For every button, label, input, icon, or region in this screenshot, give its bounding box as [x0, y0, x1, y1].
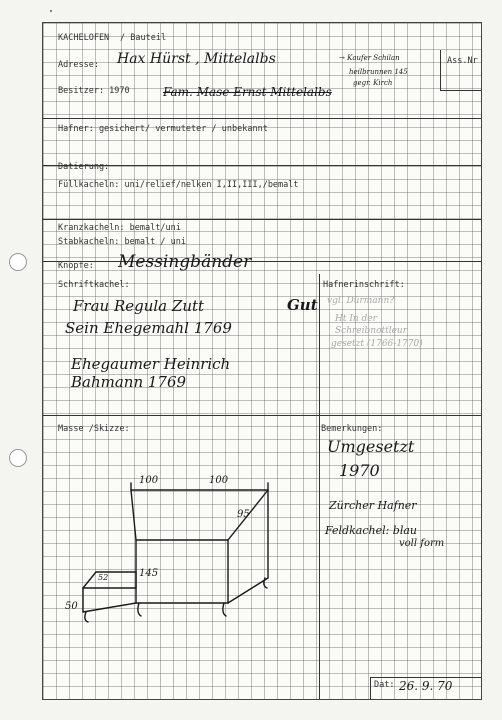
sketch-line: [83, 603, 136, 612]
sketch-line: [83, 572, 96, 588]
schrift-line: Frau Regula Zutt: [73, 297, 205, 315]
adresse-note: heilbrunnen 145: [349, 68, 408, 76]
bemerkung-line: Feldkachel: blau: [325, 524, 418, 537]
adresse-value: Hax Hürst , Mittelalbs: [117, 51, 276, 67]
hafner-note-faint: Schreibnottleur: [335, 326, 408, 336]
ass-nr-label: Ass.Nr: [447, 56, 478, 66]
sketch-foot: [85, 612, 88, 622]
schrift-line: Sein Ehegemahl 1769: [65, 319, 232, 337]
sketch-line: [131, 490, 136, 540]
besitzer-value: Fam. Mase Ernst Mittelalbs: [163, 85, 332, 99]
schrift-line: Bahmann 1769: [71, 373, 187, 391]
datum-label: Dat:: [374, 680, 395, 690]
hafner-note-faint: Ht In der: [335, 314, 377, 324]
masse-label: Masse /Skizze:: [58, 424, 130, 434]
hafnerinschrift-label: Hafnerinschrift:: [323, 280, 405, 290]
sketch-foot: [223, 603, 226, 616]
schriftkachel-label: Schriftkachel:: [58, 280, 130, 290]
punch-hole-top: [9, 253, 27, 271]
hafner-note-faint: vgl. Dürmann?: [327, 296, 395, 306]
dim-label: 145: [139, 568, 159, 579]
fuellkacheln-label: Füllkacheln: uni/relief/nelken I,II,III,/bemalt: [58, 180, 299, 190]
gut-mark: Gut: [287, 296, 318, 314]
knoepfe-label: Knöpfe:: [58, 261, 94, 271]
punch-hole-bottom: [9, 449, 27, 467]
dim-label: 95: [237, 509, 250, 520]
adresse-note: gegr. Kirch: [353, 79, 393, 87]
hafner-label: Hafner: gesichert/ vermuteter / unbekannt: [58, 124, 268, 134]
dim-label: 100: [139, 475, 159, 486]
dim-label: 100: [209, 475, 229, 486]
scan-speck: [50, 10, 52, 12]
dim-label: 52: [98, 573, 109, 582]
form-header-sub: / Bauteil: [120, 33, 167, 43]
bemerkung-line: 1970: [339, 461, 380, 480]
dim-label: 50: [65, 601, 78, 612]
adresse-label: Adresse:: [58, 60, 99, 70]
adresse-note: → Kaufer Schilan: [339, 54, 400, 62]
inventory-card: [42, 22, 482, 700]
bemerkungen-label: Bemerkungen:: [321, 424, 383, 434]
bemerkung-line: Zürcher Hafner: [329, 499, 417, 512]
schrift-line: Ehegaumer Heinrich: [71, 355, 231, 373]
stabkacheln-label: Stabkacheln: bemalt / uni: [58, 237, 186, 247]
bemerkung-line: voll form: [399, 538, 445, 549]
datierung-label: Datierung:: [58, 162, 110, 172]
bemerkung-line: Umgesetzt: [327, 437, 415, 456]
sketch-line: [228, 578, 268, 603]
sketch-foot: [138, 603, 141, 616]
knoepfe-value: Messingbänder: [118, 252, 252, 272]
hafner-note-faint: gesetzt (1766-1770): [331, 339, 423, 349]
form-header: KACHELOFEN: [58, 33, 110, 43]
besitzer-label: Besitzer: 1970: [58, 86, 130, 96]
stove-sketch: [43, 23, 483, 701]
datum-value: 26. 9. 70: [399, 679, 453, 693]
kranzkacheln-label: Kranzkacheln: bemalt/uni: [58, 223, 181, 233]
